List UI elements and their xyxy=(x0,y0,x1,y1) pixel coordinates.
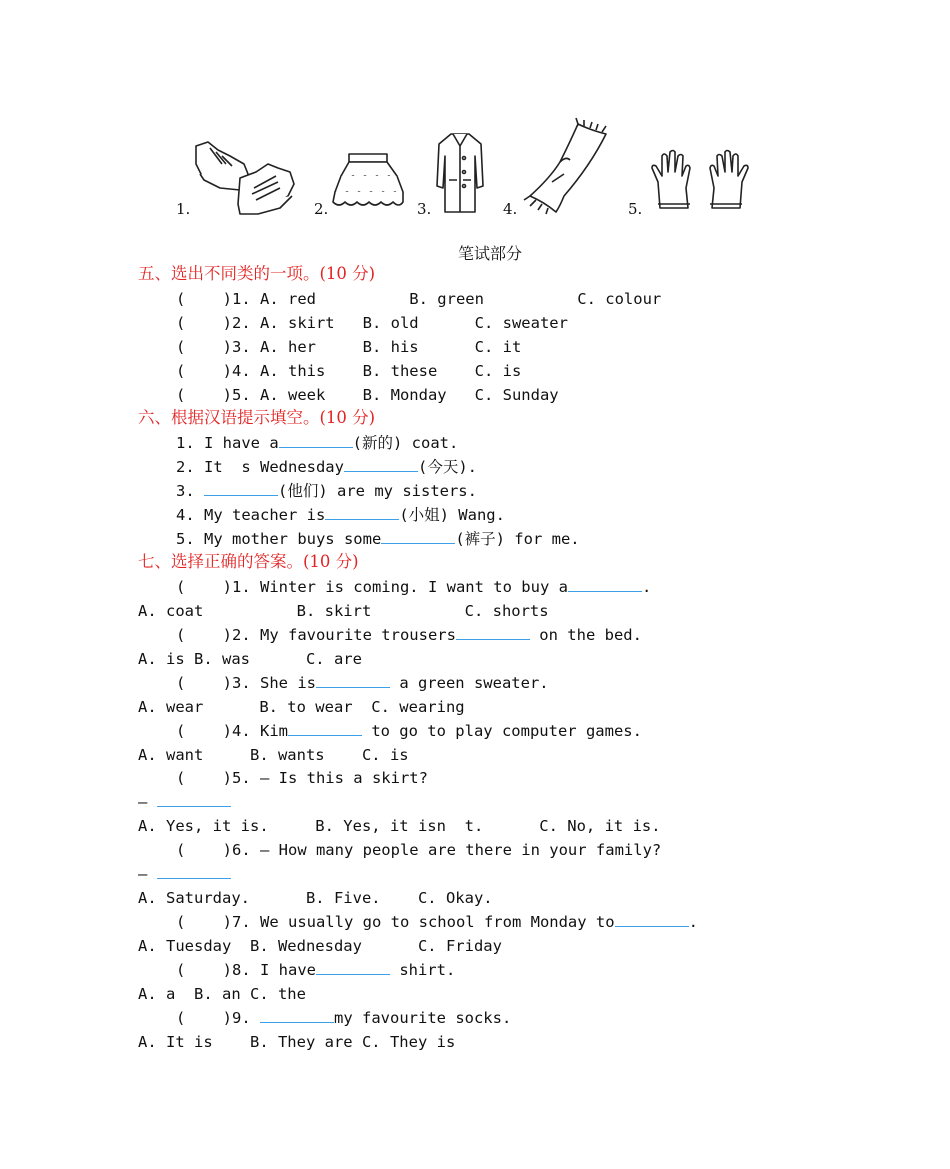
list-item xyxy=(176,455,477,479)
question-6: ( )6. — How many people are there in your family? xyxy=(176,841,662,859)
question-3-options: A. wear B. to wear C. wearing xyxy=(138,698,465,716)
question-9-options: A. It is B. They are C. They is xyxy=(138,1033,456,1051)
written-part-title: 笔试部分 xyxy=(458,244,523,263)
question-text: ( )4. Kim xyxy=(176,722,288,740)
item-text-before: 1. I have a xyxy=(176,434,279,452)
question-1-options: A. coat B. skirt C. shorts xyxy=(138,602,549,620)
question-8-options: A. a B. an C. the xyxy=(138,985,306,1003)
question-2 xyxy=(176,623,642,647)
list-item xyxy=(176,431,458,455)
question-4 xyxy=(176,719,642,743)
list-item xyxy=(176,479,477,503)
answer-blank[interactable] xyxy=(381,529,455,544)
item-text-before: 2. It s Wednesday xyxy=(176,458,344,476)
answer-blank[interactable] xyxy=(288,721,362,736)
picture-number: 3. xyxy=(417,200,432,218)
question-5-answer xyxy=(138,790,231,814)
question-5-options: A. Yes, it is. B. Yes, it isn t. C. No, it is. xyxy=(138,817,661,835)
list-item: ( )5. A. week B. Monday C. Sunday xyxy=(176,386,559,404)
picture-number: 4. xyxy=(503,200,518,218)
question-text-after: my favourite socks. xyxy=(334,1009,512,1027)
item-text-after: (他们) are my sisters. xyxy=(278,482,477,500)
question-7 xyxy=(176,910,698,934)
answer-blank[interactable] xyxy=(344,457,418,472)
answer-blank[interactable] xyxy=(316,673,390,688)
answer-blank[interactable] xyxy=(568,577,642,592)
question-4-options: A. want B. wants C. is xyxy=(138,746,409,764)
section-7-title: 七、选择正确的答案。(10 分) xyxy=(138,552,359,571)
question-text-after: on the bed. xyxy=(529,626,642,644)
list-item: ( )1. A. red B. green C. colour xyxy=(176,290,662,308)
question-text-after: a green sweater. xyxy=(389,674,549,692)
dialog-dash: — xyxy=(138,793,157,811)
question-text: ( )8. I have xyxy=(176,961,316,979)
item-text-before: 5. My mother buys some xyxy=(176,530,382,548)
item-text-after: (今天). xyxy=(417,458,477,476)
list-item: ( )3. A. her B. his C. it xyxy=(176,338,522,356)
list-item: ( )2. A. skirt B. old C. sweater xyxy=(176,314,568,332)
answer-blank[interactable] xyxy=(325,505,399,520)
section-6-title: 六、根据汉语提示填空。(10 分) xyxy=(138,408,376,427)
list-item xyxy=(176,527,580,551)
answer-blank[interactable] xyxy=(204,481,278,496)
question-text: ( )7. We usually go to school from Monday to xyxy=(176,913,615,931)
item-text-after: (裤子) for me. xyxy=(455,530,580,548)
picture-number: 1. xyxy=(176,200,191,218)
gloves-icon xyxy=(650,148,750,214)
coat-icon xyxy=(435,130,485,216)
section-5-title: 五、选出不同类的一项。(10 分) xyxy=(138,264,376,283)
question-7-options: A. Tuesday B. Wednesday C. Friday xyxy=(138,937,502,955)
question-8 xyxy=(176,958,455,982)
answer-blank[interactable] xyxy=(456,625,530,640)
question-6-options: A. Saturday. B. Five. C. Okay. xyxy=(138,889,493,907)
scarf-icon xyxy=(520,116,612,216)
answer-blank[interactable] xyxy=(279,433,353,448)
answer-blank[interactable] xyxy=(316,960,390,975)
skirt-icon xyxy=(331,150,405,212)
question-text-after: shirt. xyxy=(389,961,456,979)
question-text: ( )1. Winter is coming. I want to buy a xyxy=(176,578,568,596)
sneakers-icon xyxy=(192,138,296,216)
question-2-options: A. is B. was C. are xyxy=(138,650,362,668)
question-9 xyxy=(176,1006,511,1030)
question-1 xyxy=(176,575,651,599)
picture-number: 2. xyxy=(314,200,329,218)
answer-blank[interactable] xyxy=(260,1008,334,1023)
question-3 xyxy=(176,671,549,695)
list-item: ( )4. A. this B. these C. is xyxy=(176,362,522,380)
question-text: ( )2. My favourite trousers xyxy=(176,626,456,644)
dialog-dash: — xyxy=(138,865,157,883)
answer-blank[interactable] xyxy=(157,792,231,807)
question-text-after: . xyxy=(688,913,698,931)
item-text-before: 4. My teacher is xyxy=(176,506,326,524)
question-text-after: to go to play computer games. xyxy=(361,722,642,740)
picture-number: 5. xyxy=(628,200,643,218)
answer-blank[interactable] xyxy=(157,864,231,879)
question-text: ( )9. xyxy=(176,1009,260,1027)
item-text-after: (小姐) Wang. xyxy=(399,506,505,524)
question-text-after: . xyxy=(641,578,652,596)
answer-blank[interactable] xyxy=(615,912,689,927)
question-text: ( )3. She is xyxy=(176,674,316,692)
question-5: ( )5. — Is this a skirt? xyxy=(176,769,428,787)
list-item xyxy=(176,503,505,527)
item-text-after: (新的) coat. xyxy=(352,434,459,452)
item-text-before: 3. xyxy=(176,482,204,500)
question-6-answer xyxy=(138,862,231,886)
